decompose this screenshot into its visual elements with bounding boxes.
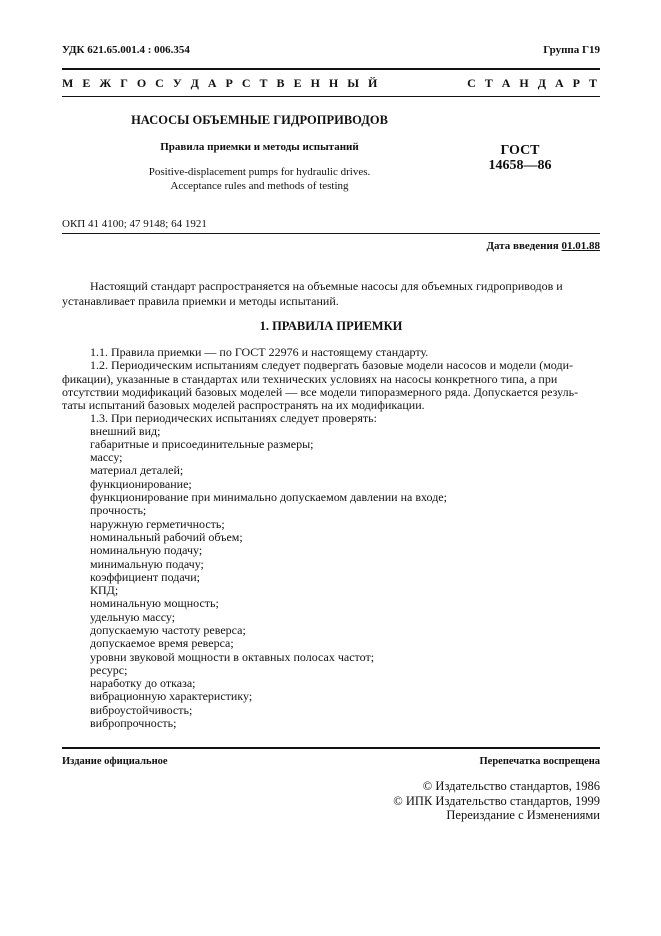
list-item: номинальную подачу; (90, 543, 203, 557)
document-title: НАСОСЫ ОБЪЕМНЫЕ ГИДРОПРИВОДОВ (131, 113, 388, 127)
english-title-line1: Positive-displacement pumps for hydraulic drives. (148, 166, 371, 178)
list-item: ресурс; (90, 663, 128, 677)
clause-1-2-line2: фикации), указанные в стандартах или технических условиях на насосы конкретного типа, а при (62, 372, 558, 386)
list-item: допускаемое время реверса; (90, 636, 234, 650)
okp-codes: ОКП 41 4100; 47 9148; 64 1921 (62, 218, 207, 230)
reissue-note: Переиздание с Изменениями (446, 808, 600, 822)
list-item: минимальную подачу; (90, 557, 204, 571)
list-item: материал деталей; (90, 463, 184, 477)
list-item: вибрационную характеристику; (90, 689, 253, 703)
list-item: внешний вид; (90, 424, 161, 438)
udk-code: УДК 621.65.001.4 : 006.354 (62, 44, 190, 56)
list-item: коэффициент подачи; (90, 570, 201, 584)
group-code: Группа Г19 (543, 44, 600, 56)
list-item: виброустойчивость; (90, 703, 193, 717)
list-item: наработку до отказа; (90, 676, 196, 690)
reprint-prohibited: Перепечатка воспрещена (479, 756, 600, 767)
top-rule (62, 68, 600, 70)
introduction-date (486, 240, 600, 252)
list-item: номинальную мощность; (90, 596, 219, 610)
clause-1-2-line3: отсутствии модификаций базовых моделей — все модели типоразмерного ряда. Допускается резуль- (62, 385, 579, 399)
list-item: функционирование при минимально допускаемом давлении на входе; (90, 490, 447, 504)
list-item: массу; (90, 450, 123, 464)
gost-number: 14658—86 (488, 158, 552, 173)
clause-1-1: 1.1. Правила приемки — по ГОСТ 22976 и настоящему стандарту. (90, 345, 429, 359)
official-edition: Издание официальное (62, 756, 168, 767)
banner-standard: С Т А Н Д А Р Т (467, 76, 600, 90)
document-subtitle: Правила приемки и методы испытаний (160, 141, 359, 153)
intro-line1: Настоящий стандарт распространяется на объемные насосы для объемных гидроприводов и (90, 279, 563, 293)
copyright-1999: © ИПК Издательство стандартов, 1999 (393, 794, 600, 808)
list-item: функционирование; (90, 477, 192, 491)
english-title-line2: Acceptance rules and methods of testing (170, 180, 349, 192)
clause-1-2-line1: 1.2. Периодическим испытаниям следует подвергать базовые модели насосов и модели (моди- (90, 358, 573, 372)
list-item: КПД; (90, 583, 119, 597)
list-item: допускаемую частоту реверса; (90, 623, 246, 637)
list-item: прочность; (90, 503, 147, 517)
list-item: наружную герметичность; (90, 517, 225, 531)
intro-line2: устанавливает правила приемки и методы испытаний. (62, 294, 339, 308)
okp-rule (62, 233, 600, 234)
gost-label: ГОСТ (500, 143, 540, 158)
section-heading: 1. ПРАВИЛА ПРИЕМКИ (259, 319, 403, 333)
banner-interstate: М Е Ж Г О С У Д А Р С Т В Е Н Н Ы Й (62, 76, 381, 90)
list-item: уровни звуковой мощности в октавных полосах частот; (90, 650, 375, 664)
list-item: габаритные и присоединительные размеры; (90, 437, 314, 451)
introduction-date-label: Дата введения (486, 240, 559, 252)
clause-1-3: 1.3. При периодических испытаниях следует проверять: (90, 411, 377, 425)
copyright-1986: © Издательство стандартов, 1986 (422, 779, 600, 793)
footer-rule (62, 747, 600, 749)
list-item: удельную массу; (90, 610, 176, 624)
list-item: номинальный рабочий объем; (90, 530, 243, 544)
list-item: вибропрочность; (90, 716, 177, 730)
introduction-date-value: 01.01.88 (561, 240, 600, 252)
banner-rule (62, 96, 600, 97)
clause-1-2-line4: таты испытаний базовых моделей распространять на их модификации. (62, 398, 425, 412)
